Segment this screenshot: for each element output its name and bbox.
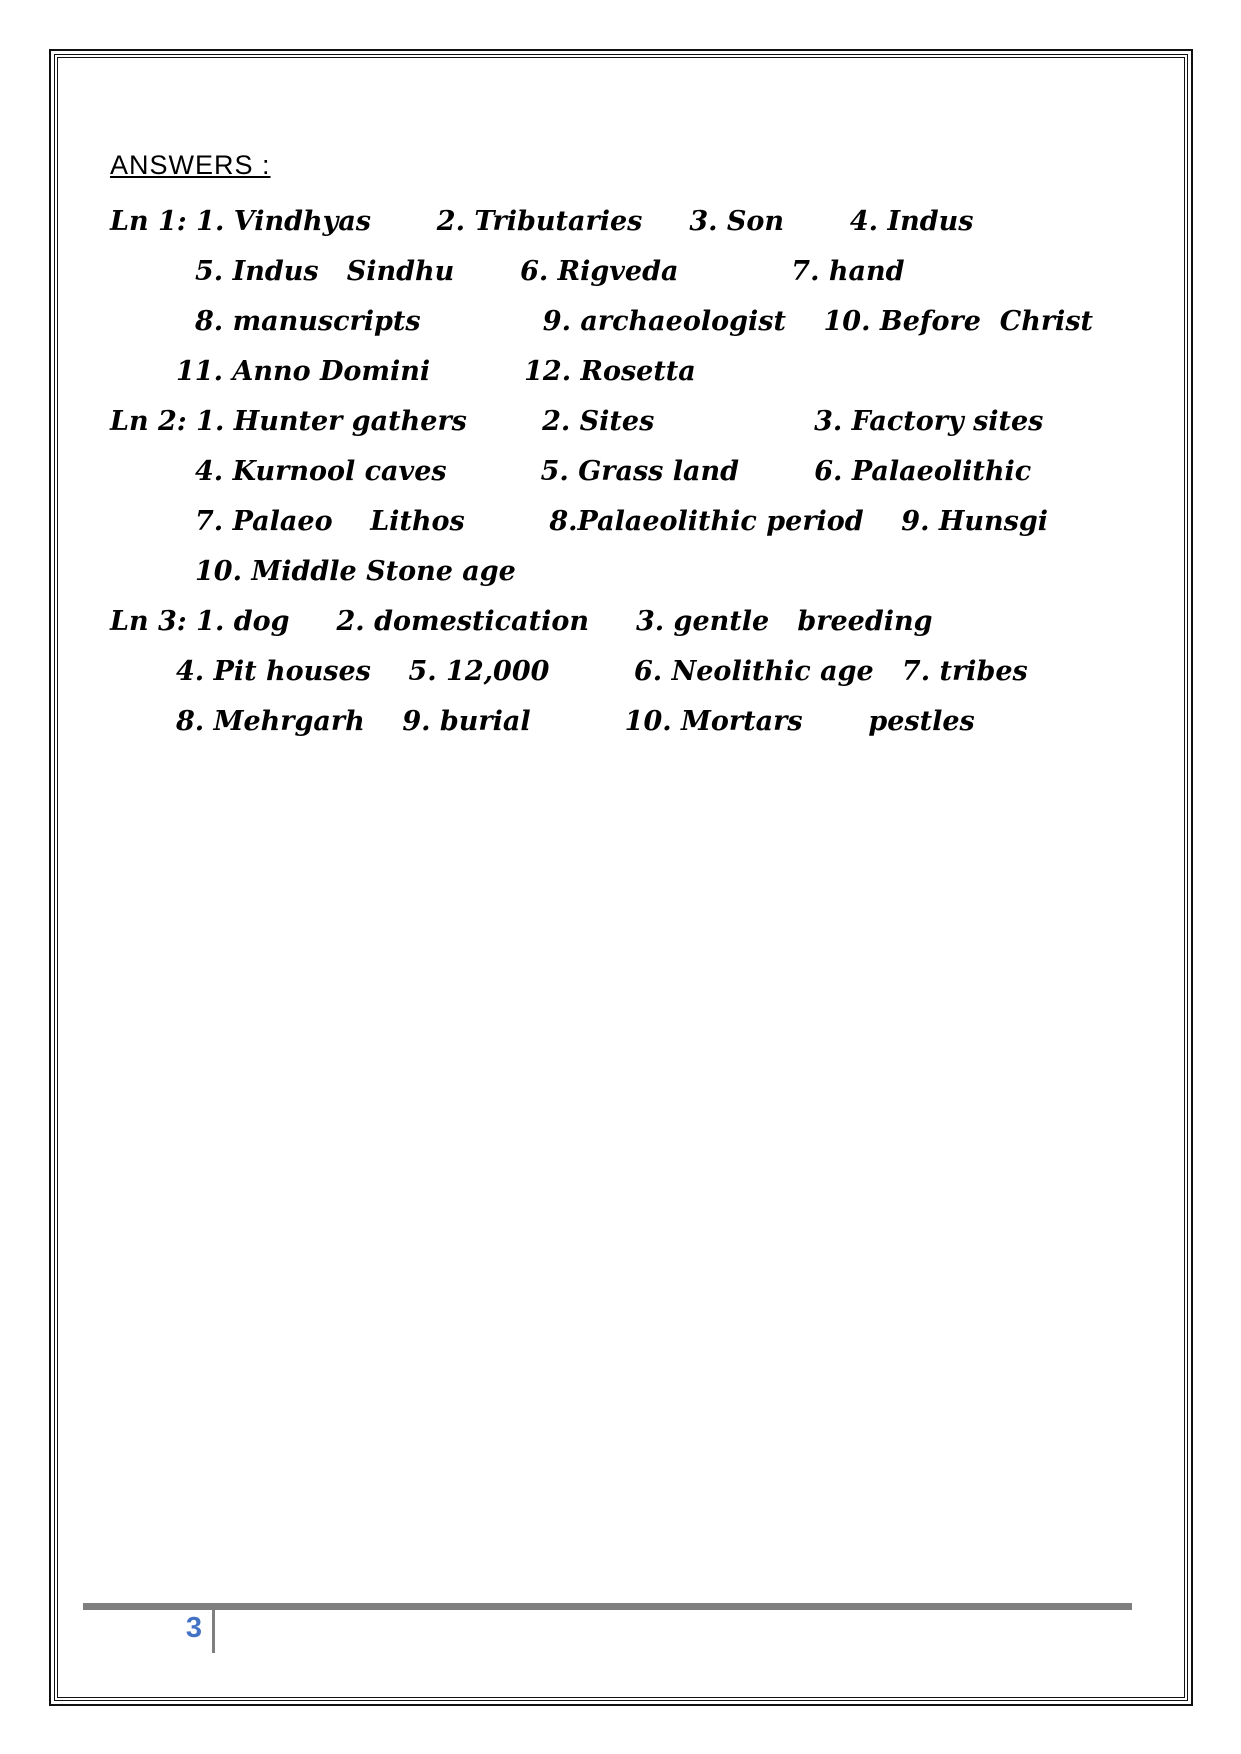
- answer-line-ln1-row4: 11. Anno Domini 12. Rosetta: [176, 356, 696, 387]
- footer-rule: [83, 1603, 1132, 1610]
- answer-line-ln2-row1: Ln 2: 1. Hunter gathers 2. Sites 3. Factory sites: [110, 406, 1044, 437]
- answer-line-ln3-row2: 4. Pit houses 5. 12,000 6. Neolithic age 7. tribes: [176, 656, 1028, 687]
- answer-line-ln1-row2: 5. Indus Sindhu 6. Rigveda 7. hand: [195, 256, 905, 287]
- answer-line-ln1-row1: Ln 1: 1. Vindhyas 2. Tributaries 3. Son 4. Indus: [110, 206, 974, 237]
- answer-line-ln2-row4: 10. Middle Stone age: [195, 556, 516, 587]
- page-number: 3: [185, 1612, 202, 1644]
- answer-line-ln1-row3: 8. manuscripts 9. archaeologist 10. Before Christ: [195, 306, 1093, 337]
- answer-line-ln3-row3: 8. Mehrgarh 9. burial 10. Mortars pestles: [176, 706, 975, 737]
- answer-line-ln3-row1: Ln 3: 1. dog 2. domestication 3. gentle breeding: [110, 606, 933, 637]
- answers-heading: ANSWERS :: [110, 150, 271, 180]
- answers-block: [110, 197, 1110, 747]
- page-number-divider: [212, 1605, 215, 1653]
- answer-line-ln2-row2: 4. Kurnool caves 5. Grass land 6. Palaeolithic: [195, 456, 1032, 487]
- answer-line-ln2-row3: 7. Palaeo Lithos 8.Palaeolithic period 9. Hunsgi: [195, 506, 1048, 537]
